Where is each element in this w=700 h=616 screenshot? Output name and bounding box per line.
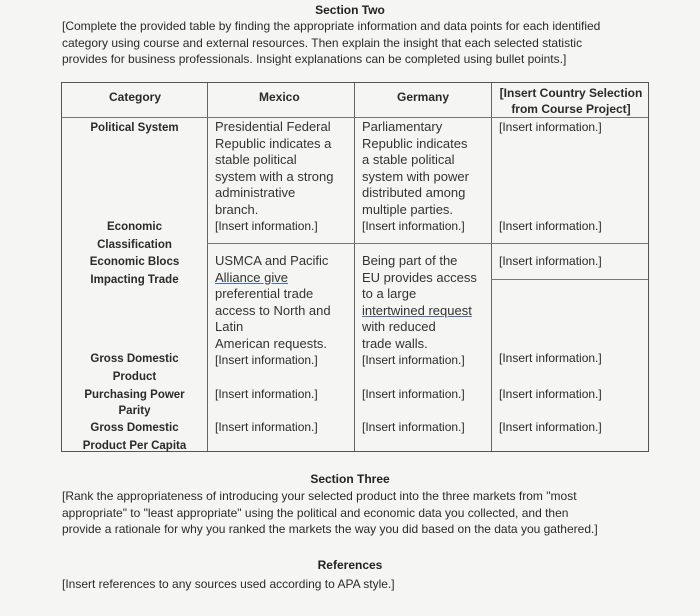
economic-blocs-germany-line: with reduced xyxy=(362,319,436,334)
ppp-germany: [Insert information.] xyxy=(362,387,465,401)
political-mexico-line: branch. xyxy=(215,201,259,217)
category-economic-blocs xyxy=(62,254,207,289)
economic-blocs-germany-insert: [Insert information.] xyxy=(362,353,465,367)
category-line: Economic Blocs xyxy=(89,256,180,268)
header-germany: Germany xyxy=(397,90,450,104)
political-germany-line: Parliamentary xyxy=(362,119,443,134)
table-divider xyxy=(62,117,648,118)
economic-blocs-germany-line: Being part of the xyxy=(362,253,458,268)
ppp-mexico: [Insert information.] xyxy=(215,387,318,401)
category-gdp xyxy=(62,351,207,386)
category-line: Impacting Trade xyxy=(90,273,179,286)
gdp-country: [Insert information.] xyxy=(499,351,602,365)
category-line: Classification xyxy=(97,238,172,251)
political-mexico-line: stable political xyxy=(215,152,297,167)
economic-blocs-mexico xyxy=(215,253,331,369)
economic-blocs-germany-line: EU provides access xyxy=(362,269,477,285)
economic-blocs-germany-line: intertwined request xyxy=(362,302,472,318)
section-three-line-2: appropriate" to "least appropriate" using the political and economic data you collected, and then xyxy=(62,505,569,520)
political-germany-line: Republic indicates xyxy=(362,135,468,151)
political-mexico-insert: [Insert information.] xyxy=(215,219,318,233)
section-three-line-3: provide a rationale for why you ranked the markets the way you did based on the data you gathered.] xyxy=(62,522,598,536)
table-divider xyxy=(491,279,648,280)
section-two-instructions xyxy=(62,18,682,68)
header-country-selection xyxy=(494,85,648,117)
political-mexico-line: administrative xyxy=(215,185,296,200)
category-ppp xyxy=(62,387,207,420)
category-line: Product Per Capita xyxy=(82,439,187,452)
political-germany-line: a stable political xyxy=(362,152,455,167)
political-mexico-line: Presidential Federal xyxy=(215,119,331,134)
ppp-country: [Insert information.] xyxy=(499,387,602,401)
table-divider xyxy=(354,83,355,451)
section-two-line-2: category using course and external resources. Then explain the insight that each selected statistic xyxy=(62,35,583,50)
category-line: Parity xyxy=(118,404,151,417)
category-line: Product xyxy=(112,370,157,383)
economic-blocs-mexico-line: American requests. xyxy=(215,335,327,351)
category-line: Gross Domestic xyxy=(90,353,179,365)
gdp-per-capita-country: [Insert information.] xyxy=(499,420,602,434)
category-gdp-per-capita xyxy=(62,420,207,455)
gdp-per-capita-mexico: [Insert information.] xyxy=(215,420,318,434)
political-germany-line: distributed among xyxy=(362,185,466,200)
section-three-title: Section Three xyxy=(310,472,390,486)
economic-blocs-mexico-insert: [Insert information.] xyxy=(215,353,318,367)
economic-blocs-germany-line: trade walls. xyxy=(362,335,428,351)
economic-blocs-mexico-line: Latin xyxy=(215,319,244,334)
data-table xyxy=(61,82,649,452)
table-divider xyxy=(207,83,208,451)
economic-blocs-mexico-line: access to North and xyxy=(215,302,331,318)
economic-blocs-germany xyxy=(362,253,477,369)
economic-blocs-germany-line: to a large xyxy=(362,286,417,301)
table-divider xyxy=(207,243,648,244)
references-title: References xyxy=(317,558,383,572)
category-political-system: Political System xyxy=(90,122,179,134)
political-mexico-line: system with a strong xyxy=(215,168,334,184)
economic-blocs-mexico-line: USMCA and Pacific xyxy=(215,253,329,268)
category-economic-classification xyxy=(62,219,207,254)
header-category: Category xyxy=(109,90,162,104)
economic-blocs-country: [Insert information.] xyxy=(499,254,602,268)
section-two-title: Section Two xyxy=(315,3,385,17)
political-germany-line: system with power xyxy=(362,168,469,184)
economic-blocs-mexico-line: preferential trade xyxy=(215,286,314,301)
references-instruction: [Insert references to any sources used according to APA style.] xyxy=(62,577,395,591)
category-line: Gross Domestic xyxy=(90,422,179,434)
section-two-line-3: provides for business professionals. Insight explanations can be completed using bullet points.] xyxy=(62,52,567,66)
section-three-line-1: [Rank the appropriateness of introducing your selected product into the three markets from "most xyxy=(62,489,577,503)
economic-blocs-mexico-line: Alliance give xyxy=(215,269,288,285)
political-germany-line: multiple parties. xyxy=(362,201,454,217)
political-germany xyxy=(362,119,469,235)
table-divider xyxy=(491,83,492,451)
header-mexico: Mexico xyxy=(259,90,300,104)
section-three-instructions xyxy=(62,488,682,538)
gdp-per-capita-germany: [Insert information.] xyxy=(362,420,465,434)
political-germany-insert: [Insert information.] xyxy=(362,219,465,233)
category-line: Purchasing Power xyxy=(84,389,185,401)
political-mexico-line: Republic indicates a xyxy=(215,135,332,151)
header-country-line-2: from Course Project] xyxy=(511,102,631,116)
category-line: Economic xyxy=(107,221,162,233)
political-mexico xyxy=(215,119,334,235)
header-country-line-1: [Insert Country Selection xyxy=(499,86,643,100)
section-two-line-1: [Complete the provided table by finding the appropriate information and data points for each identified xyxy=(62,19,601,33)
political-country: [Insert information.] xyxy=(499,120,602,134)
economic-classification-country: [Insert information.] xyxy=(499,219,602,233)
